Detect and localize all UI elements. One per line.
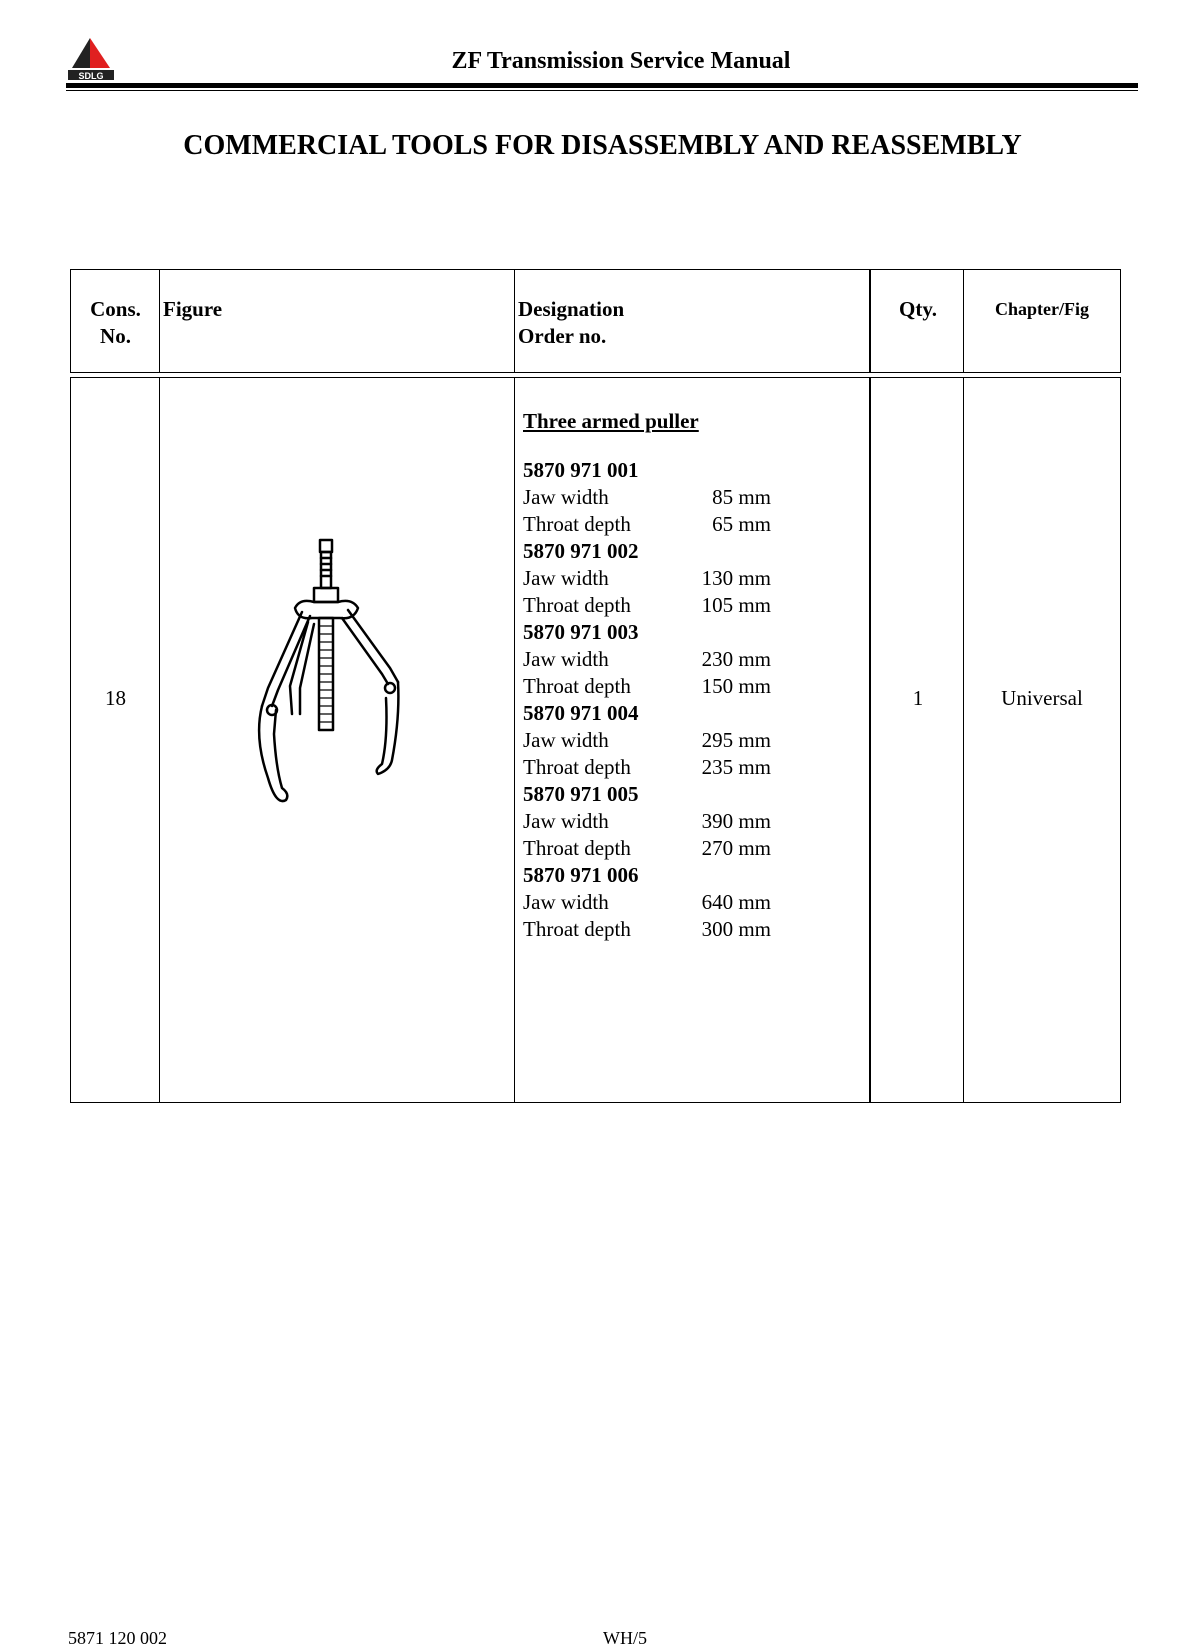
spec-throat-depth: Throat depth 235 mm [523, 755, 771, 779]
cons-no-value: 18 [105, 686, 126, 710]
spec-jaw-width: Jaw width 295 mm [523, 728, 771, 752]
header-order-no-label: Order no. [518, 324, 607, 348]
table-header-row [70, 269, 1120, 373]
footer-doc-number: 5871 120 002 [68, 1628, 167, 1648]
cell-cons-no [70, 377, 160, 1103]
tool-name: Three armed puller [523, 409, 699, 433]
svg-text:SDLG: SDLG [78, 71, 104, 81]
header-designation-label: Designation [518, 297, 625, 321]
header-designation [514, 269, 870, 373]
header-qty-label: Qty. [899, 297, 937, 321]
chapter-fig-value: Universal [1001, 686, 1083, 710]
order-no: 5870 971 005 [523, 782, 639, 806]
order-no: 5870 971 004 [523, 701, 639, 725]
spec-throat-depth: Throat depth 300 mm [523, 917, 771, 941]
spec-jaw-width: Jaw width 640 mm [523, 890, 771, 914]
cell-designation [514, 377, 870, 1103]
cell-figure [159, 377, 515, 1103]
header-cons-no [70, 269, 160, 373]
spec-jaw-width: Jaw width 230 mm [523, 647, 771, 671]
order-no: 5870 971 003 [523, 620, 639, 644]
header-cons-no-line2: No. [100, 324, 131, 348]
designation-block [523, 408, 843, 943]
qty-value: 1 [912, 686, 924, 710]
header-figure-label: Figure [163, 297, 223, 321]
header-cons-no-line1: Cons. [90, 297, 141, 321]
table-row [70, 377, 1120, 1103]
cell-chapter-fig [963, 377, 1121, 1103]
header-chapter-fig-label: Chapter/Fig [995, 299, 1089, 319]
spec-jaw-width: Jaw width 85 mm [523, 485, 771, 509]
spec-jaw-width: Jaw width 390 mm [523, 809, 771, 833]
header-rule-thin [66, 90, 1138, 91]
page-title: COMMERCIAL TOOLS FOR DISASSEMBLY AND REASSEMBLY [183, 130, 1022, 161]
manual-title: ZF Transmission Service Manual [451, 48, 791, 74]
spec-throat-depth: Throat depth 105 mm [523, 593, 771, 617]
header-figure [159, 269, 515, 373]
order-no: 5870 971 002 [523, 539, 639, 563]
header-rule-thick [66, 83, 1138, 88]
three-armed-puller-icon [250, 538, 410, 818]
header-chapter-fig [963, 269, 1121, 373]
spec-throat-depth: Throat depth 150 mm [523, 674, 771, 698]
order-no: 5870 971 006 [523, 863, 639, 887]
spec-jaw-width: Jaw width 130 mm [523, 566, 771, 590]
spec-throat-depth: Throat depth 65 mm [523, 512, 771, 536]
cell-qty [869, 377, 965, 1103]
spec-throat-depth: Throat depth 270 mm [523, 836, 771, 860]
order-no: 5870 971 001 [523, 458, 639, 482]
header-qty [869, 269, 965, 373]
footer-page-ref: WH/5 [603, 1628, 647, 1648]
